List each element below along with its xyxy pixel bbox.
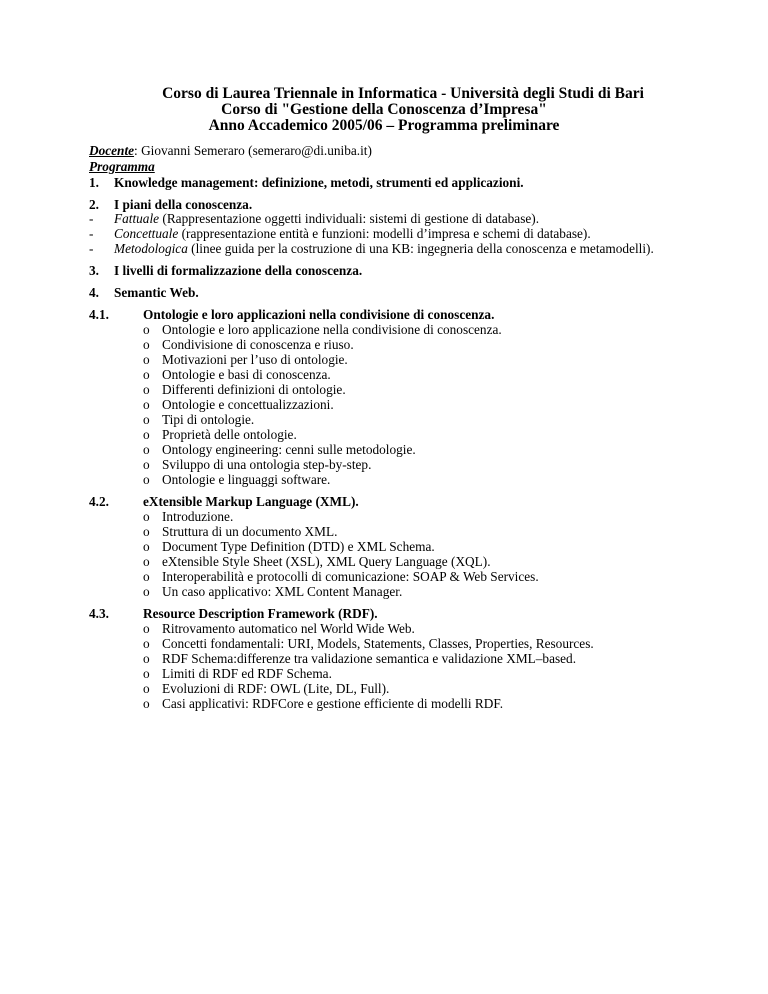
item-text: (linee guida per la costruzione di una KB: ingegneria della conoscenza e metamodelli). [187,241,654,256]
section-2 [0,197,768,212]
header-line-university: Corso di Laurea Triennale in Informatica - Università degli Studi di Bari [162,85,644,102]
list-item [0,524,768,539]
bullet-marker: o [143,666,150,681]
section-1 [0,175,768,190]
item-text: Evoluzioni di RDF: OWL (Lite, DL, Full). [162,681,390,696]
list-item [0,651,768,666]
list-item [0,352,768,367]
item-text: Tipi di ontologie. [162,412,255,427]
item-text: Document Type Definition (DTD) e XML Schema. [162,539,435,554]
bullet-marker: o [143,539,150,554]
bullet-marker: o [143,457,150,472]
item-term: Concettuale [114,226,179,241]
item-text: eXtensible Style Sheet (XSL), XML Query Language (XQL). [162,554,491,569]
item-text: Interoperabilità e protocolli di comunicazione: SOAP & Web Services. [162,569,539,584]
bullet-marker: o [143,322,150,337]
list-item [0,226,768,241]
item-text: Condivisione di conoscenza e riuso. [162,337,354,352]
list-item [0,397,768,412]
list-item [0,337,768,352]
subsection-title: Resource Description Framework (RDF). [143,606,378,621]
list-item [0,241,768,256]
bullet-marker: o [143,472,150,487]
item-text: Sviluppo di una ontologia step-by-step. [162,457,372,472]
list-item [0,442,768,457]
list-item [0,457,768,472]
bullet-marker: o [143,681,150,696]
section-title: I piani della conoscenza. [114,197,253,212]
item-term: Fattuale [114,211,160,226]
section-number: 1. [89,175,99,190]
subsection-title: Ontologie e loro applicazioni nella condivisione di conoscenza. [143,307,495,322]
item-text: Introduzione. [162,509,234,524]
docente-text: : Giovanni Semeraro (semeraro@di.uniba.it) [134,143,372,158]
section-number: 2. [89,197,99,212]
item-text: Ontologie e linguaggi software. [162,472,331,487]
item-text: (Rappresentazione oggetti individuali: sistemi di gestione di database). [159,211,540,226]
item-text: Ontology engineering: cenni sulle metodologie. [162,442,416,457]
section-3 [0,263,768,278]
programma-label: Programma [89,159,155,174]
bullet-marker: o [143,509,150,524]
bullet-marker: o [143,442,150,457]
subsection-4-2 [0,494,768,509]
section-title: I livelli di formalizzazione della conoscenza. [114,263,363,278]
item-text: Motivazioni per l’uso di ontologie. [162,352,348,367]
section-title: Semantic Web. [114,285,199,300]
bullet-marker: o [143,651,150,666]
bullet-marker: o [143,397,150,412]
bullet-marker: o [143,427,150,442]
dash-marker: - [89,226,94,241]
list-item [0,666,768,681]
list-item [0,509,768,524]
section-title: Knowledge management: definizione, metodi, strumenti ed applicazioni. [114,175,524,190]
docente-label: Docente [89,143,135,158]
list-item [0,472,768,487]
bullet-marker: o [143,621,150,636]
list-item [0,427,768,442]
item-text: Ontologie e basi di conoscenza. [162,367,331,382]
subsection-4-3 [0,606,768,621]
item-text: Proprietà delle ontologie. [162,427,297,442]
item-text: Ontologie e loro applicazione nella condivisione di conoscenza. [162,322,502,337]
item-text: (rappresentazione entità e funzioni: modelli d’impresa e schemi di database). [178,226,591,241]
list-item [0,681,768,696]
document-header [0,86,768,134]
header-line-course: Corso di "Gestione della Conoscenza d’Impresa" [221,101,547,118]
section-number: 3. [89,263,99,278]
list-item [0,211,768,226]
bullet-marker: o [143,352,150,367]
list-item [0,382,768,397]
list-item [0,696,768,711]
item-text: Casi applicativi: RDFCore e gestione efficiente di modelli RDF. [162,696,504,711]
item-text: Concetti fondamentali: URI, Models, Statements, Classes, Properties, Resources. [162,636,594,651]
item-text: Limiti di RDF ed RDF Schema. [162,666,332,681]
bullet-marker: o [143,696,150,711]
bullet-marker: o [143,382,150,397]
item-text: Ontologie e concettualizzazioni. [162,397,334,412]
list-item [0,367,768,382]
item-text: Differenti definizioni di ontologie. [162,382,346,397]
subsection-title: eXtensible Markup Language (XML). [143,494,359,509]
bullet-marker: o [143,337,150,352]
item-term: Metodologica [114,241,188,256]
subsection-number: 4.2. [89,494,109,509]
list-item [0,621,768,636]
header-line-year: Anno Accademico 2005/06 – Programma preliminare [208,117,560,134]
section-number: 4. [89,285,99,300]
list-item [0,322,768,337]
item-text: Struttura di un documento XML. [162,524,338,539]
bullet-marker: o [143,636,150,651]
list-item [0,539,768,554]
item-text: Un caso applicativo: XML Content Manager. [162,584,403,599]
bullet-marker: o [143,412,150,427]
subsection-4-1 [0,307,768,322]
dash-marker: - [89,241,94,256]
list-item [0,636,768,651]
bullet-marker: o [143,524,150,539]
dash-marker: - [89,211,94,226]
docente-line [89,143,372,158]
bullet-marker: o [143,569,150,584]
bullet-marker: o [143,584,150,599]
list-item [0,412,768,427]
list-item [0,584,768,599]
item-text: Ritrovamento automatico nel World Wide Web. [162,621,415,636]
list-item [0,569,768,584]
item-text: RDF Schema:differenze tra validazione semantica e validazione XML–based. [162,651,577,666]
subsection-number: 4.1. [89,307,109,322]
bullet-marker: o [143,554,150,569]
bullet-marker: o [143,367,150,382]
list-item [0,554,768,569]
subsection-number: 4.3. [89,606,109,621]
section-4 [0,285,768,300]
